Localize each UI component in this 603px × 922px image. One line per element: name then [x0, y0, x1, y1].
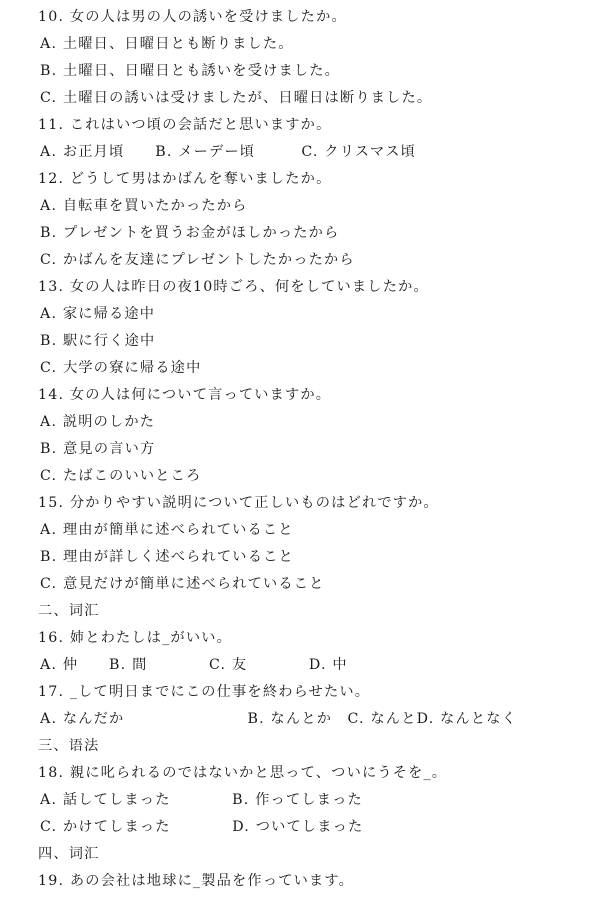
question-14-option-c: C. たばこのいいところ — [40, 468, 202, 484]
question-14-option-b: B. 意見の言い方 — [40, 441, 156, 457]
section-heading-grammar: 三、语法 — [38, 738, 100, 754]
question-13: 13. 女の人は昨日の夜10時ごろ、何をしていましたか。 — [38, 279, 429, 295]
question-14: 14. 女の人は何について言っていますか。 — [38, 387, 332, 403]
question-13-option-c: C. 大学の寮に帰る途中 — [40, 360, 202, 376]
question-10-option-a: A. 土曜日、日曜日とも断りました。 — [40, 36, 294, 52]
question-15-option-c: C. 意見だけが簡単に述べられていること — [40, 576, 325, 592]
question-10-option-b: B. 土曜日、日曜日とも誘いを受けました。 — [40, 63, 341, 79]
question-18-options-ab: A. 話してしまった B. 作ってしまった — [40, 792, 363, 808]
question-12-option-a: A. 自転車を買いたかったから — [40, 198, 248, 214]
question-10-option-c: C. 土曜日の誘いは受けましたが、日曜日は断りました。 — [40, 90, 433, 106]
question-18-options-cd: C. かけてしまった D. ついてしまった — [40, 819, 364, 835]
question-15-option-a: A. 理由が簡単に述べられていること — [40, 522, 294, 538]
question-19: 19. あの会社は地球に_製品を作っています。 — [38, 873, 355, 889]
question-16: 16. 姉とわたしは_がいい。 — [38, 630, 233, 646]
question-16-options: A. 仲 B. 間 C. 友 D. 中 — [40, 657, 348, 673]
question-13-option-a: A. 家に帰る途中 — [40, 306, 156, 322]
question-11: 11. これはいつ頃の会話だと思いますか。 — [38, 117, 332, 133]
question-12: 12. どうして男はかばんを奪いましたか。 — [38, 171, 332, 187]
question-12-option-b: B. プレゼントを買うお金がほしかったから — [40, 225, 340, 241]
question-17: 17. _して明日までにこの仕事を終わらせたい。 — [38, 684, 371, 700]
question-14-option-a: A. 説明のしかた — [40, 414, 156, 430]
question-10: 10. 女の人は男の人の誘いを受けましたか。 — [38, 9, 347, 25]
question-12-option-c: C. かばんを友達にプレゼントしたかったから — [40, 252, 355, 268]
question-17-options: A. なんだか B. なんとか C. なんとD. なんとなく — [40, 711, 518, 727]
question-18: 18. 親に叱られるのではないかと思って、ついにうそを_。 — [38, 765, 448, 781]
section-heading-vocabulary: 二、词汇 — [38, 603, 100, 619]
question-15-option-b: B. 理由が詳しく述べられていること — [40, 549, 294, 565]
question-13-option-b: B. 駅に行く途中 — [40, 333, 156, 349]
section-heading-vocabulary-2: 四、词汇 — [38, 846, 100, 862]
question-11-options: A. お正月頃 B. メーデー頃 C. クリスマス頃 — [40, 144, 417, 160]
question-15: 15. 分かりやすい説明について正しいものはどれですか。 — [38, 495, 439, 511]
